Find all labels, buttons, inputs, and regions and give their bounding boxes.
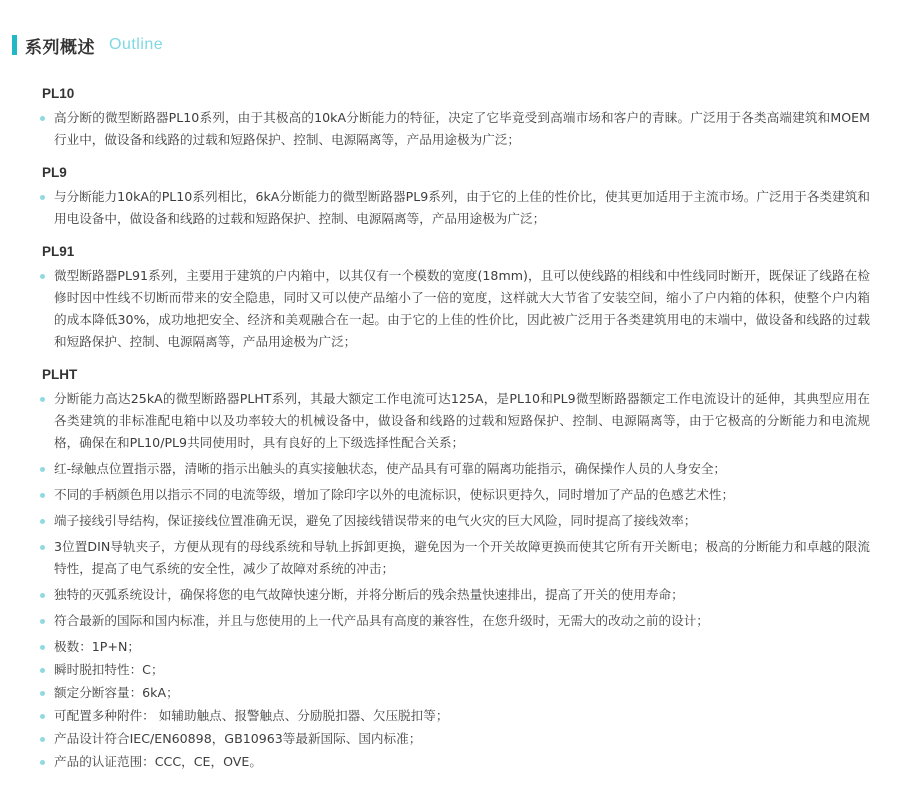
list-item: 与分断能力10kA的PL10系列相比，6kA分断能力的微型断路器PL9系列，由于它的上佳的性价比，使其更加适用于主流市场。广泛用于各类建筑和用电设备中，做设备和线路的过载和短路保护、控制、电源隔离等，产品用途极为广泛； [38, 186, 870, 230]
page-title: 系列概述 [25, 37, 95, 58]
section-title: PLHT [42, 367, 78, 382]
section-title: PL91 [42, 244, 75, 259]
list-item: 微型断路器PL91系列，主要用于建筑的户内箱中，以其仅有一个模数的宽度(18mm)，且可以使线路的相线和中性线同时断开，既保证了线路在检修时因中性线不切断而带来的安全隐患，同时又可以使产品缩小了一倍的宽度，这样就大大节省了安装空间，缩小了户内箱的体积，使整个户内箱的成本降低30%，成功地把安全、经济和美观融合在一起。由于它的上佳的性价比，因此被广泛用于各类建筑用电的末端中，做设备和线路的过载和短路保护、控制、电源隔离等，产品用途极为广泛； [38, 265, 870, 353]
list-item: 红-绿触点位置指示器，清晰的指示出触头的真实接触状态，使产品具有可靠的隔离功能指示，确保操作人员的人身安全； [38, 458, 870, 480]
list-item: 可配置多种附件： 如辅助触点、报警触点、分励脱扣器、欠压脱扣等； [38, 705, 870, 727]
bullet-list [38, 388, 870, 773]
list-item: 端子接线引导结构，保证接线位置准确无误，避免了因接线错误带来的电气火灾的巨大风险，同时提高了接线效率； [38, 510, 870, 532]
list-item: 不同的手柄颜色用以指示不同的电流等级，增加了除印字以外的电流标识，使标识更持久，同时增加了产品的色感艺术性； [38, 484, 870, 506]
content-area [0, 62, 900, 773]
list-item: 产品设计符合IEC/EN60898，GB10963等最新国际、国内标准； [38, 728, 870, 750]
list-item: 分断能力高达25kA的微型断路器PLHT系列，其最大额定工作电流可达125A，是PL10和PL9微型断路器额定工作电流设计的延伸，其典型应用在各类建筑的非标准配电箱中以及功率较大的机械设备中，做设备和线路的过载和短路保护、控制、电源隔离等，由于它极高的分断能力和电流规格，确保在和PL10/PL9共同使用时，具有良好的上下级选择性配合关系； [38, 388, 870, 454]
list-item: 额定分断容量：6kA； [38, 682, 870, 704]
section-title: PL9 [42, 165, 67, 180]
section-title: PL10 [42, 86, 75, 101]
section-pl10 [38, 86, 870, 151]
list-item: 极数：1P+N； [38, 636, 870, 658]
section-plht [38, 367, 870, 773]
list-item: 符合最新的国际和国内标准，并且与您使用的上一代产品具有高度的兼容性，在您升级时，无需大的改动之前的设计； [38, 610, 870, 632]
list-item: 高分断的微型断路器PL10系列，由于其极高的10kA分断能力的特征，决定了它毕竟受到高端市场和客户的青睐。广泛用于各类高端建筑和MOEM行业中，做设备和线路的过载和短路保护、控制、电源隔离等，产品用途极为广泛； [38, 107, 870, 151]
list-item: 独特的灭弧系统设计，确保将您的电气故障快速分断，并将分断后的残余热量快速排出，提高了开关的使用寿命； [38, 584, 870, 606]
list-item: 3位置DIN导轨夹子，方便从现有的母线系统和导轨上拆卸更换，避免因为一个开关故障更换而使其它所有开关断电；极高的分断能力和卓越的限流特性，提高了电气系统的安全性，减少了故障对系统的冲击； [38, 536, 870, 580]
bullet-list [38, 265, 870, 353]
section-pl91 [38, 244, 870, 353]
header-accent-bar [12, 35, 17, 55]
page-subtitle: Outline [109, 36, 164, 53]
list-item: 瞬时脱扣特性：C； [38, 659, 870, 681]
bullet-list [38, 107, 870, 151]
list-item: 产品的认证范围：CCC，CE，OVE。 [38, 751, 870, 773]
page-header [0, 0, 900, 62]
bullet-list [38, 186, 870, 230]
section-pl9 [38, 165, 870, 230]
